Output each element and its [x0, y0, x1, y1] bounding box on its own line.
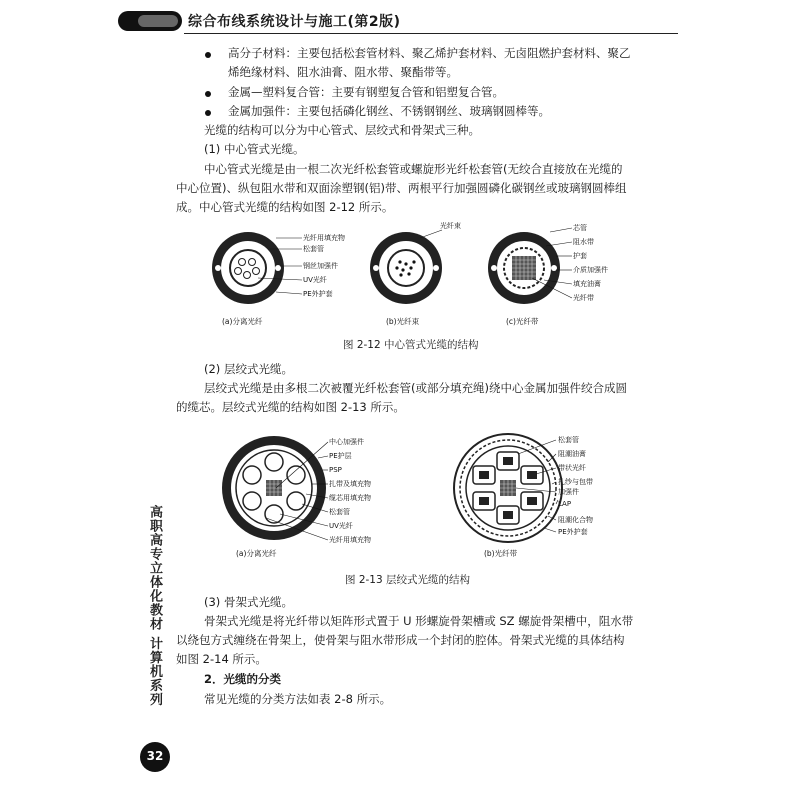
label-loose-tube: 松套管 — [329, 508, 350, 516]
label-steel-strength: 钢丝加强件 — [303, 262, 338, 270]
label-fill-compound: 光纤用填充物 — [303, 234, 345, 242]
section-classify-body: 常见光缆的分类方法如表 2-8 所示。 — [204, 692, 392, 706]
label-sheath: 护套 — [573, 252, 587, 260]
label-fiber-bundle: 光纤束 — [440, 222, 461, 230]
figure-2-12 — [210, 218, 650, 330]
bullet-dot — [205, 110, 211, 116]
label-pe-layer: PE护层 — [329, 452, 352, 460]
label-core-filler: 缆芯用填充物 — [329, 494, 371, 502]
label-loose-tube: 松套管 — [303, 245, 324, 253]
bullet-dot — [205, 52, 211, 58]
cable-a-stranded — [222, 436, 326, 540]
section-1-body-1: 中心管式光缆是由一根二次光纤松套管或螺旋形光纤松套管(无绞合直接放在光缆的 — [204, 162, 623, 176]
section-3-body-3: 如图 2-14 所示。 — [176, 652, 267, 666]
page-number: 32 — [146, 749, 164, 763]
series-name: 高职高专立体化教材 计算机系列 — [147, 505, 162, 707]
figure-2-12-caption: 图 2-12 中心管式光缆的结构 — [343, 339, 479, 351]
label-fill-gel: 填充油膏 — [573, 280, 601, 288]
subcaption-b: (b)光纤束 — [386, 317, 420, 326]
figure-2-13-caption: 图 2-13 层绞式光缆的结构 — [345, 574, 471, 586]
figure-2-13-drawing — [218, 432, 638, 562]
cable-b-stranded-ribbon — [454, 434, 562, 542]
section-1-heading: (1) 中心管式光缆。 — [204, 142, 305, 156]
section-2-body-2: 的缆芯。层绞式光缆的结构如图 2-13 所示。 — [176, 400, 405, 414]
section-2-heading: (2) 层绞式光缆。 — [204, 362, 293, 376]
label-psp: PSP — [329, 466, 342, 474]
label-uv-fiber: UV光纤 — [329, 522, 353, 530]
section-3-heading: (3) 骨架式光缆。 — [204, 595, 293, 609]
page-number-badge — [140, 742, 170, 772]
label-fiber-ribbon: 光纤带 — [573, 294, 594, 302]
cable-a-separate-fiber — [212, 232, 284, 304]
label-lap: LAP — [558, 500, 572, 508]
section-classify-heading: 2．光缆的分类 — [204, 672, 282, 686]
book-title: 综合布线系统设计与施工(第2版) — [188, 14, 401, 30]
cable-b-fiber-bundle — [370, 221, 461, 304]
bullet-dot — [205, 91, 211, 97]
label-water-block: 阻水带 — [573, 238, 594, 246]
section-3-body-2: 以绕包方式缠绕在骨架上，使骨架与阻水带形成一个封闭的腔体。骨架式光缆的具体结构 — [176, 633, 625, 647]
label-moisture-gel: 阻潮油膏 — [558, 450, 586, 458]
section-1-body-2: 中心位置)、纵包阻水带和双面涂塑钢(铝)带、两根平行加强圆磷化碳钢丝或玻璃钢圆棒组 — [176, 181, 627, 195]
label-pe-jacket-b: PE外护套 — [558, 528, 588, 536]
running-header — [118, 8, 678, 34]
section-3-body-1: 骨架式光缆是将光纤带以矩阵形式置于 U 形螺旋骨架槽或 SZ 螺旋骨架槽中，阻水带 — [204, 614, 634, 628]
label-fiber-filler: 光纤用填充物 — [329, 536, 371, 544]
label-dielectric-strength: 介质加强件 — [573, 266, 608, 274]
label-central-strength: 中心加强件 — [329, 438, 364, 446]
bullet-3: 金属加强件：主要包括磷化钢丝、不锈钢钢丝、玻璃钢圆棒等。 — [228, 104, 550, 118]
section-2-body-1: 层绞式光缆是由多根二次被覆光纤松套管(或部分填充绳)绕中心金属加强件绞合成圆 — [204, 381, 627, 395]
label-yarn-wrap: 扎纱与包带 — [558, 478, 593, 486]
subcaption-a: (a)分离光纤 — [236, 549, 277, 558]
section-1-body-3: 成。中心管式光缆的结构如图 2-12 所示。 — [176, 200, 394, 214]
bullet-1-line-2: 烯绝缘材料、阻水油膏、阻水带、聚酯带等。 — [228, 65, 458, 79]
subcaption-b: (b)光纤带 — [484, 549, 518, 558]
label-strength-member: 加强件 — [558, 488, 579, 496]
label-core-tube: 芯管 — [573, 224, 587, 232]
label-loose-tube-b: 松套管 — [558, 436, 579, 444]
label-ribbon-fiber: 带状光纤 — [558, 464, 586, 472]
label-binder-filler: 扎带及填充物 — [329, 480, 371, 488]
header-rule — [184, 33, 678, 34]
series-sidebar — [145, 505, 163, 725]
figure-2-12-drawing — [210, 218, 650, 330]
header-decoration — [118, 11, 182, 31]
bullet-1-line-1: 高分子材料：主要包括松套管材料、聚乙烯护套材料、无卤阻燃护套材料、聚乙 — [228, 46, 631, 60]
label-moisture-compound: 阻潮化合物 — [558, 516, 593, 524]
label-pe-jacket: PE外护套 — [303, 290, 333, 298]
label-uv-fiber: UV光纤 — [303, 276, 327, 284]
subcaption-c: (c)光纤带 — [506, 317, 539, 326]
intro-paragraph: 光缆的结构可以分为中心管式、层绞式和骨架式三种。 — [204, 123, 480, 137]
cable-c-ribbon — [488, 232, 560, 304]
figure-2-13 — [218, 432, 638, 562]
bullet-2: 金属—塑料复合管：主要有钢塑复合管和铝塑复合管。 — [228, 85, 504, 99]
subcaption-a: (a)分离光纤 — [222, 317, 263, 326]
